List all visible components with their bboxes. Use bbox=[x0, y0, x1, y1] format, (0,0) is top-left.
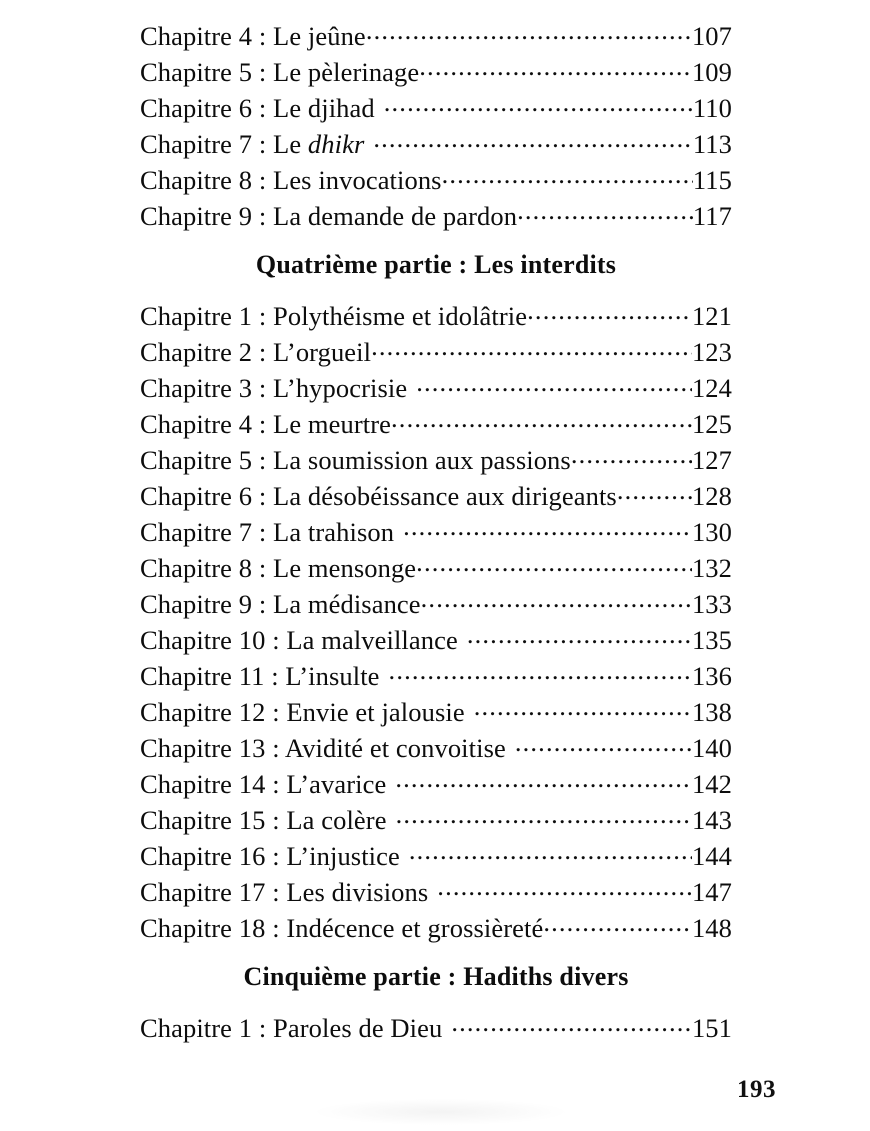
toc-entry[interactable] bbox=[140, 334, 732, 370]
toc-entry-page-number: 107 bbox=[691, 21, 732, 51]
toc-entry-title bbox=[140, 730, 506, 766]
toc-entry[interactable] bbox=[140, 162, 732, 198]
toc-entry-title bbox=[140, 586, 421, 622]
toc-entry[interactable] bbox=[140, 658, 732, 694]
toc-entry[interactable] bbox=[140, 406, 732, 442]
page-number: 193 bbox=[737, 1076, 776, 1103]
toc-entry-page-number: 128 bbox=[691, 481, 732, 511]
toc-entry-title bbox=[140, 442, 571, 478]
toc-entry-title-text: Chapitre 2 : L’orgueil bbox=[140, 337, 372, 367]
leader-dots bbox=[386, 767, 692, 794]
toc-entry-title-text: Chapitre 8 : Les invocations bbox=[140, 165, 442, 195]
toc-entry-title bbox=[140, 874, 428, 910]
toc-group bbox=[140, 298, 732, 946]
toc-entry-title bbox=[140, 334, 371, 370]
toc-entry[interactable] bbox=[140, 766, 732, 802]
toc-entry-title-text: Chapitre 1 : Polythéisme et idolâtrie bbox=[140, 301, 528, 331]
toc-entry-title bbox=[140, 298, 527, 334]
leader-dots bbox=[416, 551, 692, 578]
toc-entry[interactable] bbox=[140, 838, 732, 874]
leader-dots bbox=[442, 163, 693, 190]
toc-entry-title-text: Chapitre 1 : Paroles de Dieu bbox=[140, 1013, 443, 1043]
leader-dots bbox=[371, 335, 692, 362]
leader-dots bbox=[442, 1011, 692, 1038]
table-of-contents bbox=[140, 18, 732, 1046]
toc-entry-page-number: 151 bbox=[691, 1013, 732, 1043]
toc-entry-title bbox=[140, 18, 366, 54]
toc-entry[interactable] bbox=[140, 802, 732, 838]
toc-entry-title bbox=[140, 90, 375, 126]
toc-entry-title bbox=[140, 838, 400, 874]
toc-entry[interactable] bbox=[140, 586, 732, 622]
toc-entry[interactable] bbox=[140, 54, 732, 90]
toc-entry-title bbox=[140, 622, 458, 658]
scan-artifact bbox=[316, 1099, 566, 1125]
toc-entry[interactable] bbox=[140, 874, 732, 910]
toc-entry[interactable] bbox=[140, 514, 732, 550]
toc-entry-title-emphasis: dhikr bbox=[307, 129, 365, 159]
toc-entry-page-number: 115 bbox=[692, 165, 732, 195]
toc-entry-page-number: 133 bbox=[691, 589, 732, 619]
toc-entry-title bbox=[140, 766, 386, 802]
leader-dots bbox=[517, 199, 693, 226]
toc-entry-page-number: 142 bbox=[691, 769, 732, 799]
toc-entry-title bbox=[140, 370, 407, 406]
toc-entry-page-number: 127 bbox=[691, 445, 732, 475]
toc-entry-title-text: Chapitre 3 : L’hypocrisie bbox=[140, 373, 408, 403]
toc-entry-title-text: Chapitre 12 : Envie et jalousie bbox=[140, 697, 465, 727]
toc-entry-title bbox=[140, 198, 517, 234]
toc-entry-title-text: Chapitre 15 : La colère bbox=[140, 805, 387, 835]
leader-dots bbox=[458, 623, 692, 650]
toc-entry-title bbox=[140, 694, 465, 730]
toc-entry[interactable] bbox=[140, 910, 732, 946]
leader-dots bbox=[617, 479, 692, 506]
toc-entry-page-number: 135 bbox=[691, 625, 732, 655]
leader-dots bbox=[419, 55, 692, 82]
leader-dots bbox=[380, 659, 692, 686]
toc-group bbox=[140, 18, 732, 234]
heading-spacer bbox=[140, 994, 732, 1010]
heading-spacer bbox=[140, 234, 732, 248]
toc-entry-title-text: Chapitre 10 : La malveillance bbox=[140, 625, 458, 655]
toc-entry-page-number: 124 bbox=[691, 373, 732, 403]
toc-entry-page-number: 123 bbox=[691, 337, 732, 367]
toc-entry-title-text: Chapitre 17 : Les divisions bbox=[140, 877, 429, 907]
toc-entry-page-number: 113 bbox=[692, 129, 732, 159]
toc-entry-title bbox=[140, 1010, 442, 1046]
toc-entry-title bbox=[140, 658, 380, 694]
leader-dots bbox=[375, 91, 693, 118]
toc-entry-title bbox=[140, 54, 419, 90]
toc-entry-page-number: 138 bbox=[691, 697, 732, 727]
leader-dots bbox=[527, 299, 692, 326]
toc-entry-page-number: 147 bbox=[691, 877, 732, 907]
toc-entry-title bbox=[140, 478, 617, 514]
toc-entry-title bbox=[140, 910, 543, 946]
toc-entry-title-text: Chapitre 9 : La médisance bbox=[140, 589, 421, 619]
toc-entry[interactable] bbox=[140, 478, 732, 514]
toc-entry[interactable] bbox=[140, 730, 732, 766]
toc-entry-title-text: Chapitre 16 : L’injustice bbox=[140, 841, 400, 871]
toc-entry-page-number: 143 bbox=[691, 805, 732, 835]
toc-entry-title-text: Chapitre 7 : Le bbox=[140, 129, 308, 159]
leader-dots bbox=[465, 695, 692, 722]
toc-entry-title-text: Chapitre 6 : La désobéissance aux dirigeants bbox=[140, 481, 617, 511]
toc-entry[interactable] bbox=[140, 622, 732, 658]
leader-dots bbox=[428, 875, 692, 902]
toc-entry-title bbox=[140, 550, 416, 586]
toc-entry[interactable] bbox=[140, 1010, 732, 1046]
leader-dots bbox=[391, 407, 692, 434]
toc-entry-page-number: 117 bbox=[692, 201, 732, 231]
toc-entry-title-text: Chapitre 7 : La trahison bbox=[140, 517, 395, 547]
part-heading: Quatrième partie : Les interdits bbox=[255, 250, 617, 279]
toc-entry-title-text: Chapitre 4 : Le meurtre bbox=[140, 409, 392, 439]
toc-entry-title-text: Chapitre 5 : La soumission aux passions bbox=[140, 445, 571, 475]
toc-entry[interactable] bbox=[140, 694, 732, 730]
toc-entry-title-text: Chapitre 9 : La demande de pardon bbox=[140, 201, 518, 231]
leader-dots bbox=[543, 911, 692, 938]
toc-entry-title bbox=[140, 126, 364, 162]
toc-entry[interactable] bbox=[140, 90, 732, 126]
toc-entry-page-number: 109 bbox=[691, 57, 732, 87]
toc-entry-page-number: 132 bbox=[691, 553, 732, 583]
toc-entry-title bbox=[140, 406, 391, 442]
toc-entry-page-number: 110 bbox=[692, 93, 732, 123]
toc-entry-page-number: 144 bbox=[691, 841, 732, 871]
toc-entry-title bbox=[140, 514, 394, 550]
toc-entry[interactable] bbox=[140, 442, 732, 478]
toc-entry[interactable] bbox=[140, 198, 732, 234]
leader-dots bbox=[400, 839, 692, 866]
leader-dots bbox=[421, 587, 692, 614]
toc-entry-title-text: Chapitre 14 : L’avarice bbox=[140, 769, 387, 799]
leader-dots bbox=[571, 443, 692, 470]
leader-dots bbox=[387, 803, 692, 830]
toc-entry-title-text: Chapitre 11 : L’insulte bbox=[140, 661, 380, 691]
part-heading: Cinquième partie : Hadiths divers bbox=[243, 962, 629, 991]
heading-spacer bbox=[140, 946, 732, 960]
toc-entry-page-number: 148 bbox=[691, 913, 732, 943]
toc-entry-page-number: 140 bbox=[691, 733, 732, 763]
toc-entry-title-text: Chapitre 13 : Avidité et convoitise bbox=[140, 733, 506, 763]
toc-group bbox=[140, 1010, 732, 1046]
toc-entry[interactable] bbox=[140, 126, 732, 162]
toc-entry-page-number: 121 bbox=[691, 301, 732, 331]
leader-dots bbox=[366, 19, 692, 46]
leader-dots bbox=[364, 127, 693, 154]
heading-spacer bbox=[140, 282, 732, 298]
toc-entry-page-number: 130 bbox=[691, 517, 732, 547]
toc-entry-page-number: 136 bbox=[691, 661, 732, 691]
toc-entry[interactable] bbox=[140, 18, 732, 54]
toc-entry-title-text: Chapitre 4 : Le jeûne bbox=[140, 21, 366, 51]
toc-entry-page-number: 125 bbox=[691, 409, 732, 439]
toc-entry-title bbox=[140, 802, 387, 838]
toc-entry-title-text: Chapitre 5 : Le pèlerinage bbox=[140, 57, 420, 87]
toc-entry-title-text: Chapitre 6 : Le djihad bbox=[140, 93, 375, 123]
toc-entry[interactable] bbox=[140, 298, 732, 334]
toc-entry-title-text: Chapitre 18 : Indécence et grossièreté bbox=[140, 913, 544, 943]
leader-dots bbox=[407, 371, 692, 398]
toc-entry-title bbox=[140, 162, 442, 198]
toc-entry-title-text: Chapitre 8 : Le mensonge bbox=[140, 553, 417, 583]
toc-entry[interactable] bbox=[140, 370, 732, 406]
leader-dots bbox=[394, 515, 692, 542]
toc-entry[interactable] bbox=[140, 550, 732, 586]
leader-dots bbox=[506, 731, 692, 758]
